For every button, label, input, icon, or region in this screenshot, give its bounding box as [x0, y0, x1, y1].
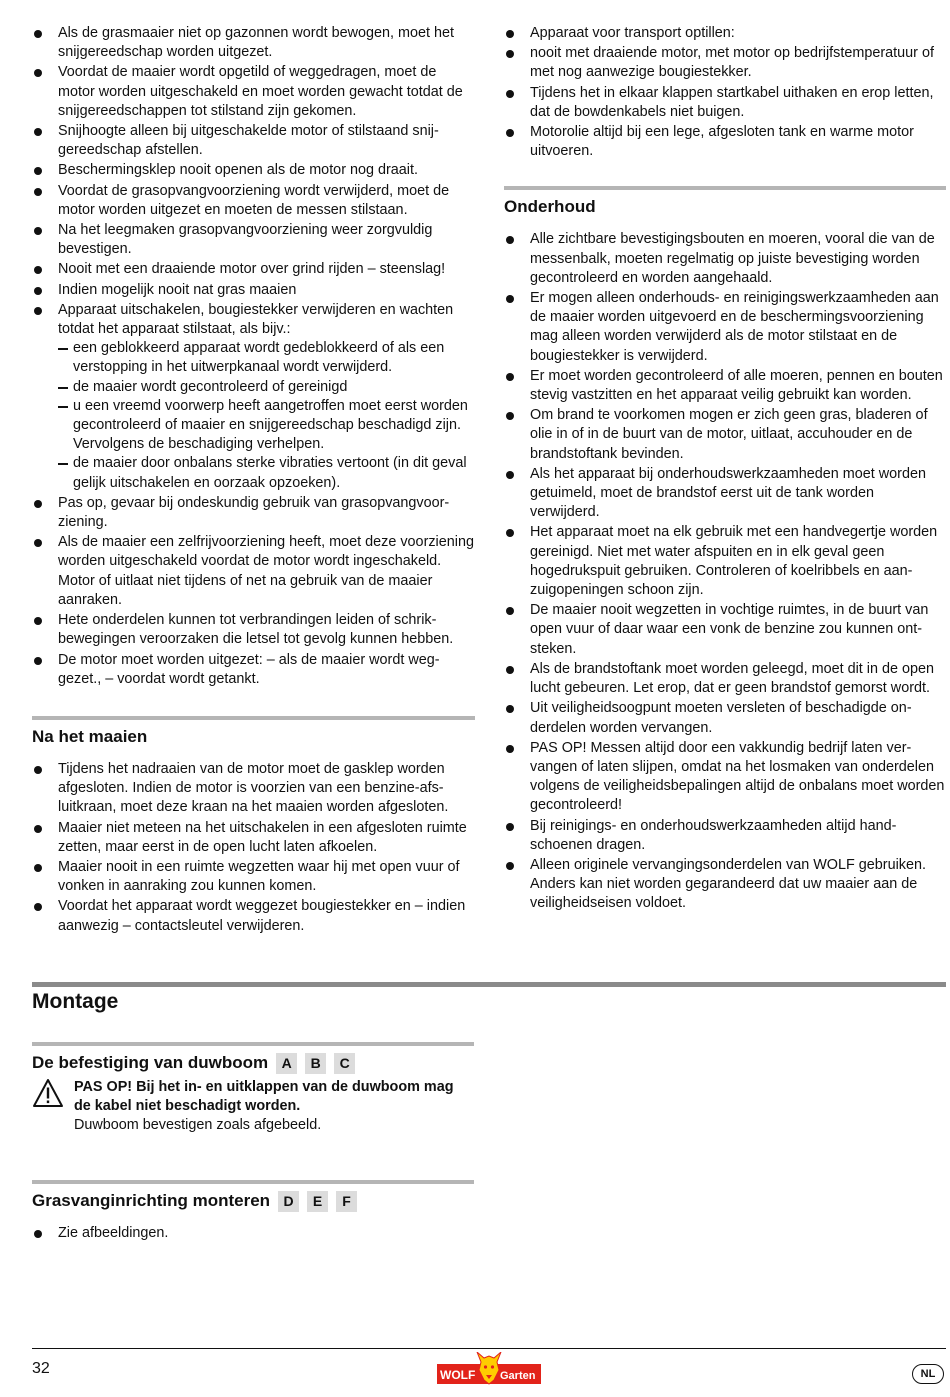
warning-block — [32, 1078, 474, 1136]
warning-text — [74, 1078, 474, 1136]
right-column — [504, 24, 946, 915]
list-item: PAS OP! Messen altijd door een vakkundig bedrijf laten vervangen of laten slijpen, omdat na het losmaken van onderdelen volgens de veiligheidsbepalingen altijd de onbalans moet worden gecontroleerd! — [504, 739, 946, 816]
warning-instruction: Duwboom bevestigen zoals afgebeeld. — [74, 1117, 322, 1134]
list-item: Er mogen alleen onderhouds- en reinigingswerkzaamheden aan de maaier worden uitgevoerd en de beschermingsvoorziening mag alleen worden verwijderd als de motor stilstaat en de bougiestekker is verwijderd. — [504, 289, 946, 366]
list-item: Er moet worden gecontroleerd of alle moeren, pennen en bouten stevig vastzitten en het apparaat veilig gebruikt kan worden. — [504, 367, 946, 405]
na-het-maaien-list — [32, 760, 475, 936]
list-item: Maaier niet meteen na het uitschakelen in een afgesloten ruimte zetten, maar eerst in de open lucht laten afkoelen. — [32, 819, 475, 857]
list-item: Voordat de maaier wordt opgetild of weggedragen, moet de motor worden uitgeschakeld en moet worden gewacht totdat de snijgereedschappen tot stilstand zijn gekomen. — [32, 63, 475, 121]
list-item: Als de brandstoftank moet worden geleegd, moet dit in de open lucht gebeuren. Let erop, dat er geen brandstof gemorst wordt. — [504, 660, 946, 698]
dash-item: de maaier door onbalans sterke vibraties vertoont (in dit geval gelijk uitschakelen en oorzaak opzoeken). — [58, 454, 475, 492]
figure-tag: F — [336, 1191, 357, 1212]
warning-triangle-icon — [32, 1078, 64, 1108]
onderhoud-list — [504, 230, 946, 913]
section-title-onderhoud: Onderhoud — [504, 197, 596, 217]
section-title-text: De befestiging van duwboom — [32, 1053, 269, 1072]
figure-tag: B — [305, 1053, 326, 1074]
list-item: De motor moet worden uitgezet: – als de maaier wordt weggezet., – voordat wordt getankt. — [32, 651, 475, 689]
list-item: Maaier nooit in een ruimte wegzetten waar hij met open vuur of vonken in aanraking zou kunnen komen. — [32, 858, 475, 896]
list-item: Beschermingsklep nooit openen als de motor nog draait. — [32, 161, 475, 180]
left-column — [32, 24, 475, 937]
list-item-text: Apparaat uitschakelen, bougiestekker verwijderen en wachten totdat het apparaat stilstaat, als bijv.: — [58, 301, 454, 338]
language-badge: NL — [912, 1364, 944, 1384]
list-item: Tijdens het nadraaien van de motor moet de gasklep worden afgesloten. Indien de motor is voorzien van een benzine-afsluitkraan, moet deze kraan na het maaien worden afgesloten. — [32, 760, 475, 818]
list-item: Apparaat voor transport optillen: — [504, 24, 946, 43]
grasvang-list — [32, 1224, 474, 1243]
list-item: Nooit met een draaiende motor over grind rijden – steenslag! — [32, 260, 475, 279]
safety-list-1 — [32, 24, 475, 689]
figure-tag: D — [278, 1191, 299, 1212]
montage-title: Montage — [32, 990, 119, 1013]
section-title-na-het-maaien: Na het maaien — [32, 726, 148, 746]
logo-text-right: Garten — [500, 1370, 536, 1382]
list-item: Als de maaier een zelfrijvoorziening heeft, moet deze voorziening worden uitgeschakeld voordat de motor wordt ingeschakeld. Motor of uitlaat niet tijdens of net na gebruik van de maaier aanraken. — [32, 533, 475, 610]
logo-text-left: WOLF — [440, 1368, 476, 1382]
list-item: Als het apparaat bij onderhoudswerkzaamheden moet worden getuimeld, moet de brandstof eerst uit de tank worden verwijderd. — [504, 465, 946, 523]
list-item: nooit met draaiende motor, met motor op bedrijfstemperatuur of met nog aanwezige bougiestekker. — [504, 44, 946, 82]
list-item: Uit veiligheidsoogpunt moeten versleten of beschadigde onderdelen worden vervangen. — [504, 699, 946, 737]
section-title-grasvang — [32, 1184, 474, 1212]
figure-tag: A — [276, 1053, 297, 1074]
list-item: Motorolie altijd bij een lege, afgesloten tank en warme motor uitvoeren. — [504, 123, 946, 161]
montage-divider — [32, 982, 946, 987]
list-item: Bij reinigings- en onderhoudswerkzaamheden altijd handschoenen dragen. — [504, 817, 946, 855]
grasvang-header — [32, 1180, 474, 1244]
dash-item: de maaier wordt gecontroleerd of gereinigd — [58, 378, 475, 397]
duwboom-header — [32, 1042, 474, 1074]
list-item: Indien mogelijk nooit nat gras maaien — [32, 281, 475, 300]
list-item: Pas op, gevaar bij ondeskundig gebruik van grasopvangvoorziening. — [32, 494, 475, 532]
list-item: Om brand te voorkomen mogen er zich geen gras, bladeren of olie in of in de buurt van de motor, uitlaat, accuhouder en de brandstoftank bevinden. — [504, 406, 946, 464]
figure-tag: C — [334, 1053, 355, 1074]
warning-bold-text: PAS OP! Bij het in- en uitklappen van de duwboom mag de kabel niet beschadigt worden. — [74, 1079, 454, 1115]
section-title-duwboom — [32, 1046, 474, 1074]
list-item: Alle zichtbare bevestigingsbouten en moeren, vooral die van de messenbalk, moeten regelmatig op juiste bevestiging worden gecontroleerd en worden aangehaald. — [504, 230, 946, 288]
transport-list — [504, 24, 946, 161]
figure-tag: E — [307, 1191, 328, 1212]
list-item: Als de grasmaaier niet op gazonnen wordt bewogen, moet het snijgereedschap worden uitgezet. — [32, 24, 475, 62]
footer-divider — [32, 1348, 946, 1349]
sub-dash-list — [58, 339, 475, 493]
list-item: Zie afbeeldingen. — [32, 1224, 474, 1243]
list-item: De maaier nooit wegzetten in vochtige ruimtes, in de buurt van open vuur of daar waar een vonk de benzine zou kunnen ontsteken. — [504, 601, 946, 659]
list-item — [32, 301, 475, 493]
list-item: Na het leegmaken grasopvangvoorziening weer zorgvuldig bevestigen. — [32, 221, 475, 259]
wolf-garten-logo — [437, 1352, 541, 1386]
list-item: Het apparaat moet na elk gebruik met een handvegertje worden gereinigd. Niet met water afspuiten en in elk geval geen hogedrukspuit gebruiken. Controleren of koelribbels en aanzuigopeningen schoon zijn. — [504, 523, 946, 600]
list-item: Voordat de grasopvangvoorziening wordt verwijderd, moet de motor worden uitgezet en moeten de messen stilstaan. — [32, 182, 475, 220]
dash-item: u een vreemd voorwerp heeft aangetroffen moet eerst worden gecontroleerd of maaier en snijgereedschap beschadigd zijn. Vervolgens de beschadiging verhelpen. — [58, 397, 475, 455]
list-item: Snijhoogte alleen bij uitgeschakelde motor of stilstaand snijgereedschap afstellen. — [32, 122, 475, 160]
list-item: Tijdens het in elkaar klappen startkabel uithaken en erop letten, dat de bowdenkabels niet buigen. — [504, 84, 946, 122]
list-item: Hete onderdelen kunnen tot verbrandingen leiden of schrikbewegingen veroorzaken die letsel tot gevolg kunnen hebben. — [32, 611, 475, 649]
dash-item: een geblokkeerd apparaat wordt gedeblokkeerd of als een verstopping in het uitwerpkanaal wordt verwijderd. — [58, 339, 475, 377]
section-title-text: Grasvanginrichting monteren — [32, 1191, 271, 1210]
list-item: Alleen originele vervangingsonderdelen van WOLF gebruiken. Anders kan niet worden gegarandeerd dat uw maaier aan de veiligheidseisen voldoet. — [504, 856, 946, 914]
page-number: 32 — [32, 1360, 50, 1377]
list-item: Voordat het apparaat wordt weggezet bougiestekker en – indien aanwezig – contactsleutel verwijderen. — [32, 897, 475, 935]
